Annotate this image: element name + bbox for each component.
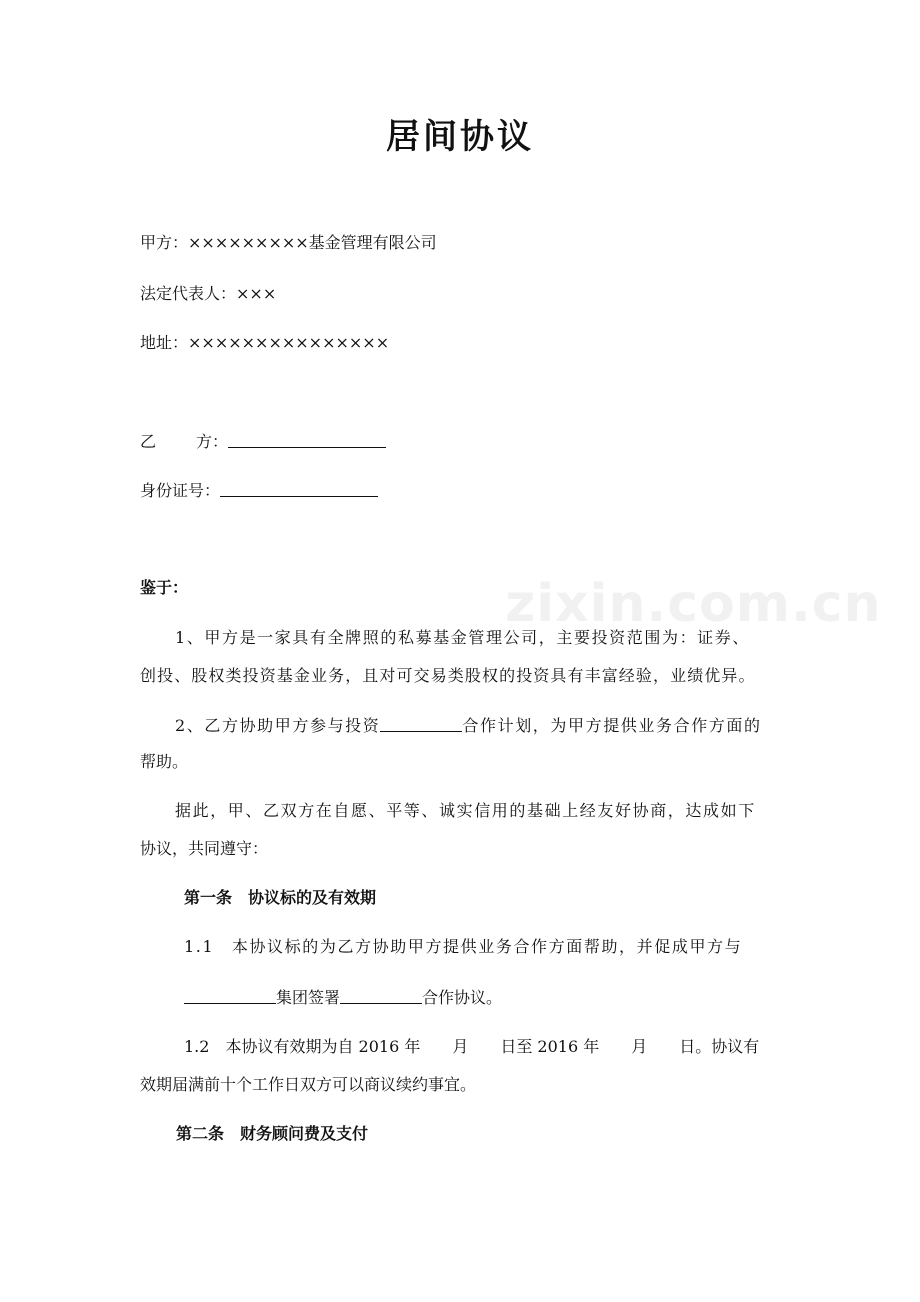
party-b-name-blank bbox=[228, 431, 386, 448]
clause-1-1-line1: 1.1 本协议标的为乙方协助甲方提供业务合作方面帮助，并促成甲方与 bbox=[184, 937, 743, 956]
party-a-address-label: 地址： bbox=[140, 333, 189, 352]
party-b-id-label: 身份证号： bbox=[140, 481, 221, 500]
whereas-heading: 鉴于： bbox=[140, 578, 189, 597]
clause-1-2-line2: 效期届满前十个工作日双方可以商议续约事宜。 bbox=[140, 1075, 477, 1094]
whereas-item2-text-a: 2、乙方协助甲方参与投资 bbox=[175, 716, 381, 735]
whereas-item1-line2: 创投、股权类投资基金业务，且对可交易类股权的投资具有丰富经验，业绩优异。 bbox=[140, 666, 756, 685]
watermark: zixin.com.cn bbox=[505, 574, 882, 634]
party-a-name-value: ×××××××××基金管理有限公司 bbox=[188, 233, 437, 252]
whereas-item2-line2: 帮助。 bbox=[140, 752, 189, 771]
article1-heading: 第一条 协议标的及有效期 bbox=[184, 888, 377, 907]
party-a-name-label: 甲方： bbox=[140, 233, 189, 252]
party-b-name-label-1: 乙 bbox=[140, 432, 157, 451]
clause-1-2-line1: 1.2 本协议有效期为自 2016 年 月 日至 2016 年 月 日。协议有 bbox=[184, 1037, 760, 1056]
whereas-item2-blank bbox=[380, 715, 462, 732]
party-a-rep-value: ××× bbox=[236, 284, 277, 303]
clause-1-1-blank-2 bbox=[340, 987, 422, 1004]
party-b-name-label-2: 方： bbox=[196, 432, 229, 451]
party-b-id-row bbox=[140, 480, 378, 501]
article2-heading: 第二条 财务顾问费及支付 bbox=[176, 1124, 369, 1143]
conclusion-line2: 协议，共同遵守： bbox=[140, 839, 269, 858]
party-b-name-row bbox=[140, 431, 386, 452]
party-a-address-row bbox=[140, 333, 389, 353]
party-a-rep-label: 法定代表人： bbox=[140, 284, 237, 303]
whereas-item1-line1: 1、甲方是一家具有全牌照的私募基金管理公司，主要投资范围为：证券、 bbox=[175, 628, 750, 647]
whereas-item2-text-b: 合作计划，为甲方提供业务合作方面的 bbox=[462, 716, 762, 735]
clause-1-1-blank-1 bbox=[184, 987, 276, 1004]
party-a-rep-row bbox=[140, 284, 276, 304]
clause-1-1-text-a: 集团签署 bbox=[276, 988, 341, 1007]
party-a-address-value: ××××××××××××××× bbox=[188, 333, 390, 352]
clause-1-1-line2 bbox=[184, 987, 502, 1008]
document-title: 居间协议 bbox=[386, 117, 534, 157]
party-a-name-row bbox=[140, 233, 437, 253]
whereas-item2-line1 bbox=[175, 715, 762, 736]
party-b-id-blank bbox=[220, 480, 378, 497]
clause-1-1-text-b: 合作协议。 bbox=[422, 988, 503, 1007]
conclusion-line1: 据此，甲、乙双方在自愿、平等、诚实信用的基础上经友好协商，达成如下 bbox=[175, 801, 756, 820]
